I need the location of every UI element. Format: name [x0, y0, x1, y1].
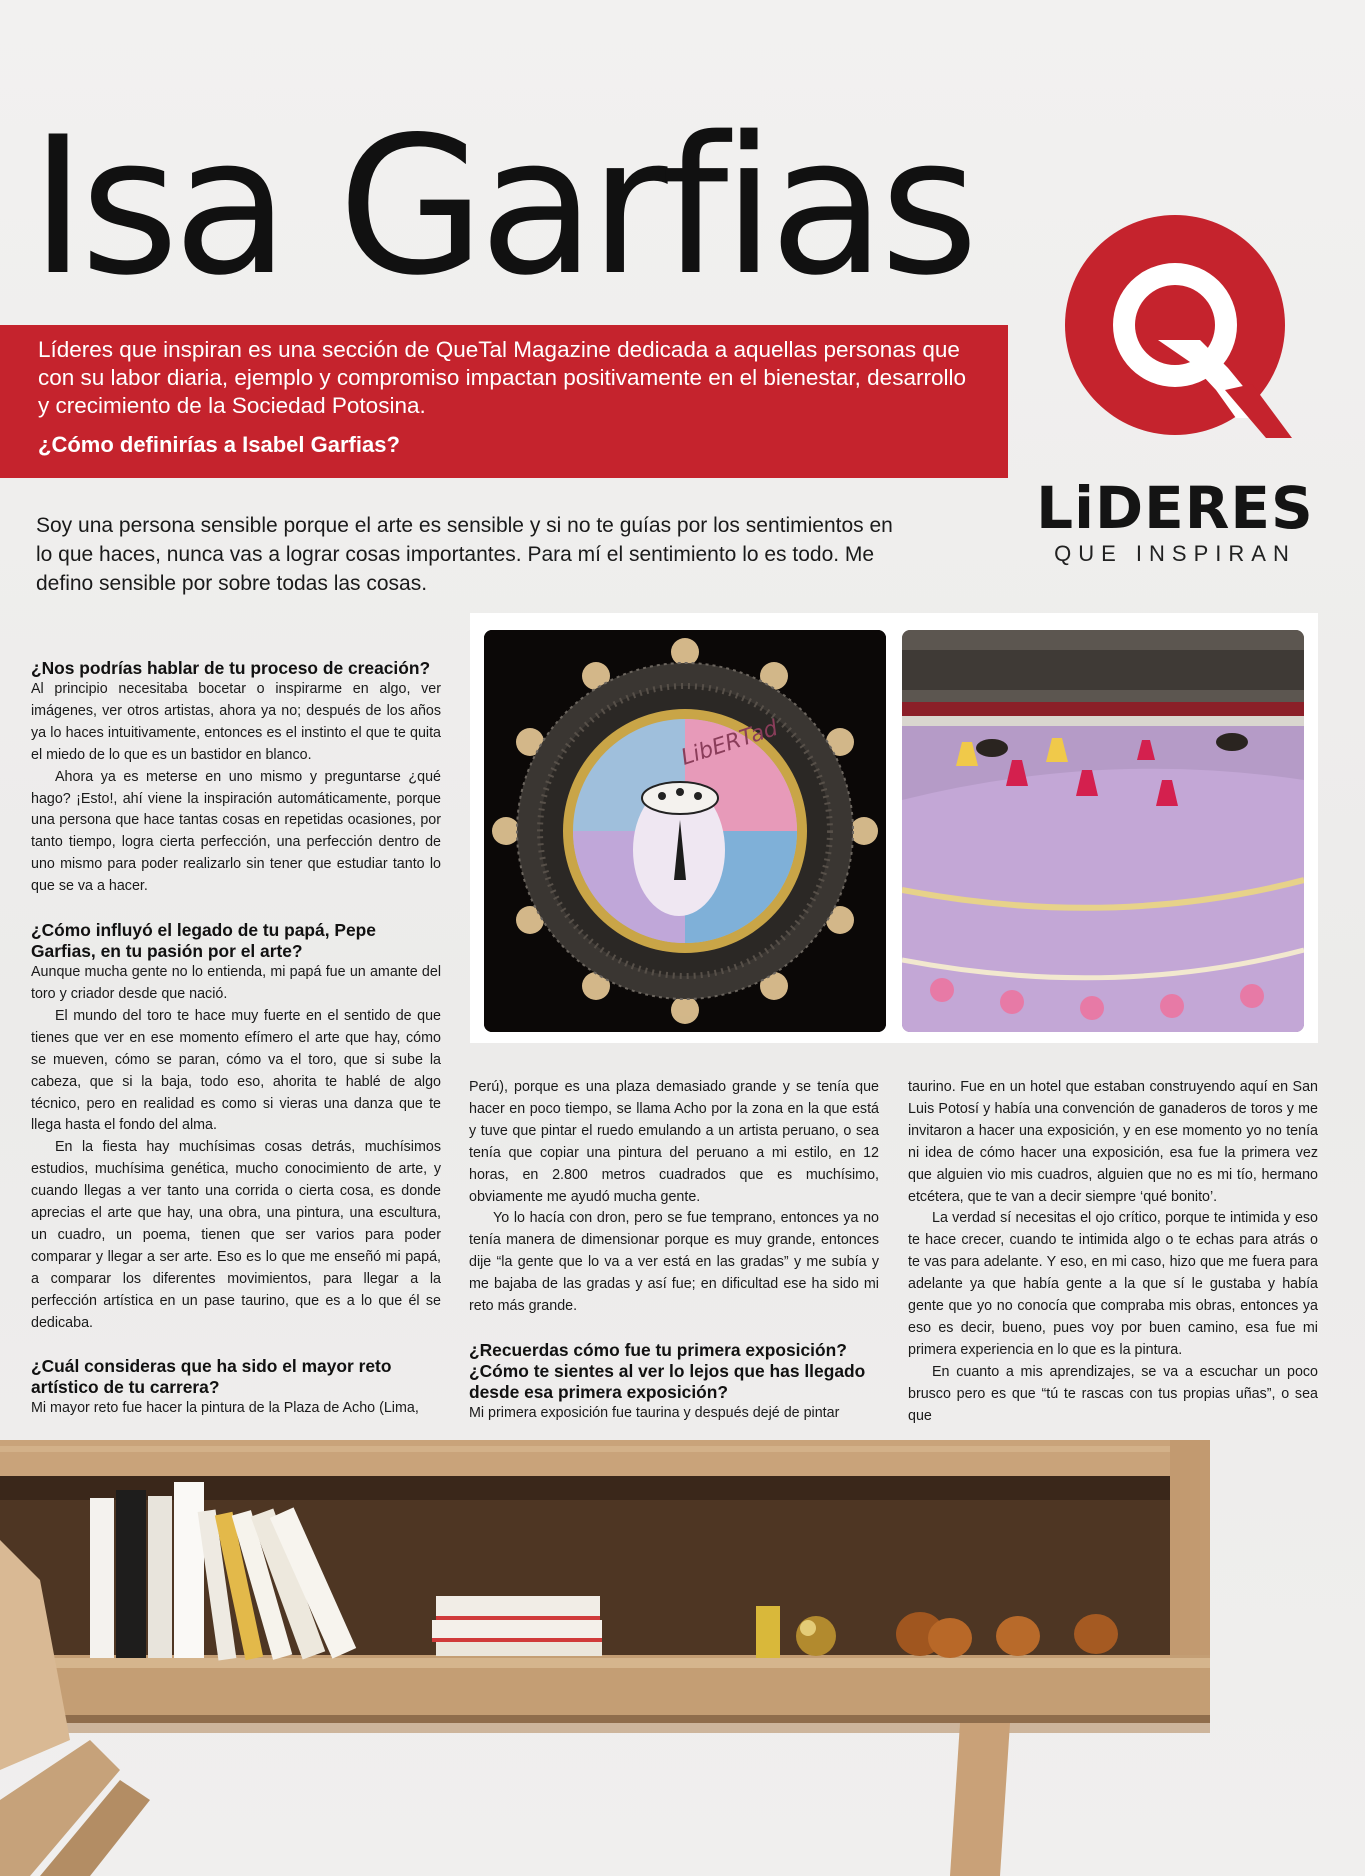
- photo-panel: [470, 613, 1318, 1043]
- question-heading: ¿Recuerdas cómo fue tu primera exposición? ¿Cómo te sientes al ver lo lejos que has llegado desde esa primera exposición?: [469, 1339, 866, 1402]
- paragraph: El mundo del toro te hace muy fuerte en el sentido de que tienes que ver en ese momento efímero el arte que hay, cómo se mueven, cómo se paran, cómo va el toro, que si sube la cabeza, que si la baja, todo eso, ahorita te hablé de algo técnico, pero en realidad es como si vieras una danza que te llega hasta el fondo del alma.: [31, 1007, 441, 1134]
- paragraph: taurino. Fue en un hotel que estaban construyendo aquí en San Luis Potosí y había una convención de ganaderos de toros y me invitaron a hacer una exposición, y en ese momento yo no tenía ni idea de cómo hacer una exposición, esa fue la primera vez que alguien vio mis cuadros, alguien que no es mi tío, hermano etcétera, que te van a decir siempre ‘qué bonito’.: [908, 1079, 1318, 1205]
- paragraph: Aunque mucha gente no lo entienda, mi papá fue un amante del toro y criador desde que nació.: [31, 964, 441, 1002]
- paragraph: La verdad sí necesitas el ojo crítico, porque te intimida y eso te hace crecer, cuando te intimida algo o te echas para atrás o te vas para adelante. Y eso, en mi caso, hizo que me fuera para adelante ya que había gente a la que sí le gustaba y había gente que yo no conocía que compraba mis obras, entonces ya eso es decir, bueno, pues voy por buen camino, esa fue mi primera experiencia en lo que es la pintura.: [908, 1210, 1318, 1358]
- paragraph: Yo lo hacía con dron, pero se fue temprano, entonces ya no tenía manera de dimensionar porque es muy grande, entonces dije “la gente que lo va a ver está en las gradas” y me subía y me bajaba de las gradas y así fue; en dificultad ese ha sido mi reto más grande.: [469, 1210, 879, 1315]
- page-title: Isa Garfias: [30, 96, 973, 317]
- logo-subtitle: QUE INSPIRAN: [1054, 541, 1296, 566]
- intro-banner: [0, 325, 1008, 478]
- artwork-text: LibERTad: [678, 715, 782, 771]
- article-column-3: [908, 1077, 1318, 1428]
- question-heading: ¿Cómo influyó el legado de tu papá, Pepe Garfias, en tu pasión por el arte?: [31, 920, 376, 962]
- question-heading: ¿Nos podrías hablar de tu proceso de creación?: [31, 658, 431, 678]
- bookshelf-illustration: [0, 1440, 1365, 1876]
- paragraph: Ahora ya es meterse en uno mismo y preguntarse ¿qué hago? ¡Esto!, ahí viene la inspiración automáticamente, porque una persona que hace tantas cosas en repetidas ocasiones, por tanto tiempo, logra cierta perfección, una perfección dentro de uno mismo para poder realizarlo sin tener que estudiar tanto lo que se va a hacer.: [31, 768, 441, 895]
- q-logo-icon: [1040, 212, 1310, 454]
- logo-wordmark: LiDERES: [1036, 474, 1314, 542]
- article-column-1: [31, 658, 441, 1420]
- paragraph: Mi primera exposición fue taurina y después dejé de pintar: [469, 1404, 840, 1421]
- bullring-arena-photo: [902, 630, 1304, 1032]
- article-column-2: [469, 1077, 879, 1425]
- bullring-aerial-photo: [484, 630, 886, 1032]
- paragraph: En la fiesta hay muchísimas cosas detrás, muchísimos estudios, muchísima genética, mucho conocimiento de arte, y cuando llegas a ver tanto una corrida o cierta cosa, es donde aprecias el arte que hay, una obra, una pintura, una escultura, un cuadro, un poema, tienen que ser varios para poder comparar y llegar a ser arte. Eso es lo que me enseñó mi papá, a comparar los diferentes movimientos, para llegar a la perfección artística en un pase taurino, que es a lo que él se dedicaba.: [31, 1139, 441, 1331]
- banner-question: ¿Cómo definirías a Isabel Garfias?: [38, 432, 400, 457]
- banner-intro-text: Líderes que inspiran es una sección de QueTal Magazine dedicada a aquellas personas que con su labor diaria, ejemplo y compromiso impactan positivamente en el bienestar, desarrollo y crecimiento de la Sociedad Potosina.: [38, 337, 966, 418]
- paragraph: Perú), porque es una plaza demasiado grande y se tenía que hacer en poco tiempo, se llama Acho por la zona en la que está y tuve que pintar el ruedo emulando a un artista peruano, o sea tenía que copiar una pintura del peruano a mi estilo, en 12 horas, en 2.800 metros cuadrados que es muchísimo, obviamente me ayudó mucha gente.: [469, 1079, 879, 1205]
- paragraph: Al principio necesitaba bocetar o inspirarme en algo, ver imágenes, ver otros artistas, ahora ya no; después de los años ya lo haces intuitivamente, entonces es el instinto el que te quita el miedo de lo que es un bastidor en blanco.: [31, 681, 441, 763]
- paragraph: En cuanto a mis aprendizajes, se va a escuchar un poco brusco pero es que “tú te rascas con tus propias uñas”, o sea que: [908, 1363, 1318, 1424]
- answer-text: Soy una persona sensible porque el arte es sensible y si no te guías por los sentimientos en lo que haces, nunca vas a lograr cosas importantes. Para mí el sentimiento lo es todo. Me defino sensible por sobre todas las cosas.: [36, 514, 893, 595]
- paragraph: Mi mayor reto fue hacer la pintura de la Plaza de Acho (Lima,: [31, 1400, 419, 1417]
- question-heading: ¿Cuál consideras que ha sido el mayor reto artístico de tu carrera?: [31, 1356, 392, 1398]
